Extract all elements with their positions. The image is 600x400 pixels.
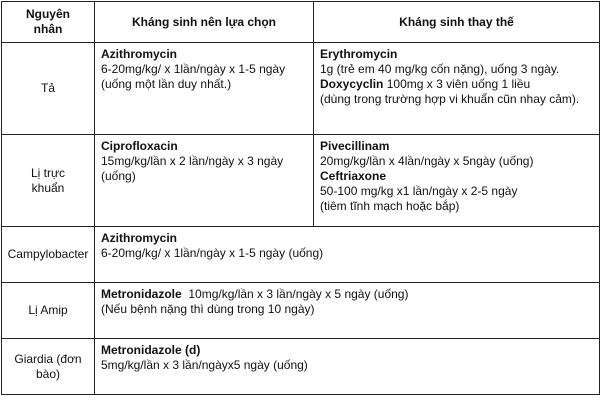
dosage-text: 6-20mg/kg/ x 1lần/ngày x 1-5 ngày (uống) [101,246,324,260]
dosage-note: (uống một lần duy nhất.) [101,77,232,91]
cause-cell: Tả [2,43,95,135]
cause-cell: Lị trực khuẩn [2,135,95,227]
dosage-note: (Nếu bệnh nặng thì dùng trong 10 ngày) [101,302,315,316]
header-alternative: Kháng sinh thay thế [314,2,600,43]
drug-name: Erythromycin [320,47,398,61]
full-cell [95,283,600,339]
dosage-text: 100mg x 3 viên uống 1 liều [386,77,531,91]
cause-cell: Campylobacter [2,227,95,283]
dosage-note: (dùng trong trường hợp vi khuẩn cũn nhay cảm). [320,92,580,106]
full-cell [95,227,600,283]
dosage-text: 6-20mg/kg/ x 1lần/ngày x 1-5 ngày [101,62,286,76]
header-preferred: Kháng sinh nên lựa chọn [95,2,314,43]
drug-name: Ceftriaxone [320,169,387,183]
dosage-text: 15mg/kg/lần x 2 lần/ngày x 3 ngày (uống) [101,154,284,183]
preferred-cell [95,43,314,135]
dosage-note: (tiêm tĩnh mạch hoặc bắp) [320,199,460,213]
drug-name: Pivecillinam [320,139,390,153]
cause-cell: Giardia (đơn bào) [2,339,95,395]
header-cause: Nguyên nhân [2,2,95,43]
dosage-text: 20mg/kg/lần x 4lần/ngày x 5ngày (uống) [320,154,534,168]
table-row [2,283,600,339]
table-row [2,43,600,135]
antibiotic-table [1,1,600,395]
table-row [2,227,600,283]
dosage-text: 10mg/kg/lần x 3 lần/ngày x 5 ngày (uống) [188,287,409,301]
drug-name: Metronidazole [101,287,182,301]
alternative-cell [314,135,600,227]
table-row [2,135,600,227]
dosage-text: 50-100 mg/kg x1 lần/ngày x 2-5 ngày [320,184,518,198]
drug-name: Azithromycin [101,47,178,61]
cause-cell: Lị Amip [2,283,95,339]
dosage-text: 5mg/kg/lần x 3 lần/ngàyx5 ngày (uống) [101,358,308,372]
full-cell [95,339,600,395]
alternative-cell [314,43,600,135]
table-row [2,339,600,395]
preferred-cell [95,135,314,227]
drug-name: Azithromycin [101,231,178,245]
drug-name: Ciprofloxacin [101,139,178,153]
header-row [2,2,600,43]
dosage-text: 1g (trẻ em 40 mg/kg cốn nặng), uống 3 ngày. [320,62,560,76]
drug-name: Metronidazole (d) [101,343,201,357]
drug-name: Doxycyclin [320,77,384,91]
